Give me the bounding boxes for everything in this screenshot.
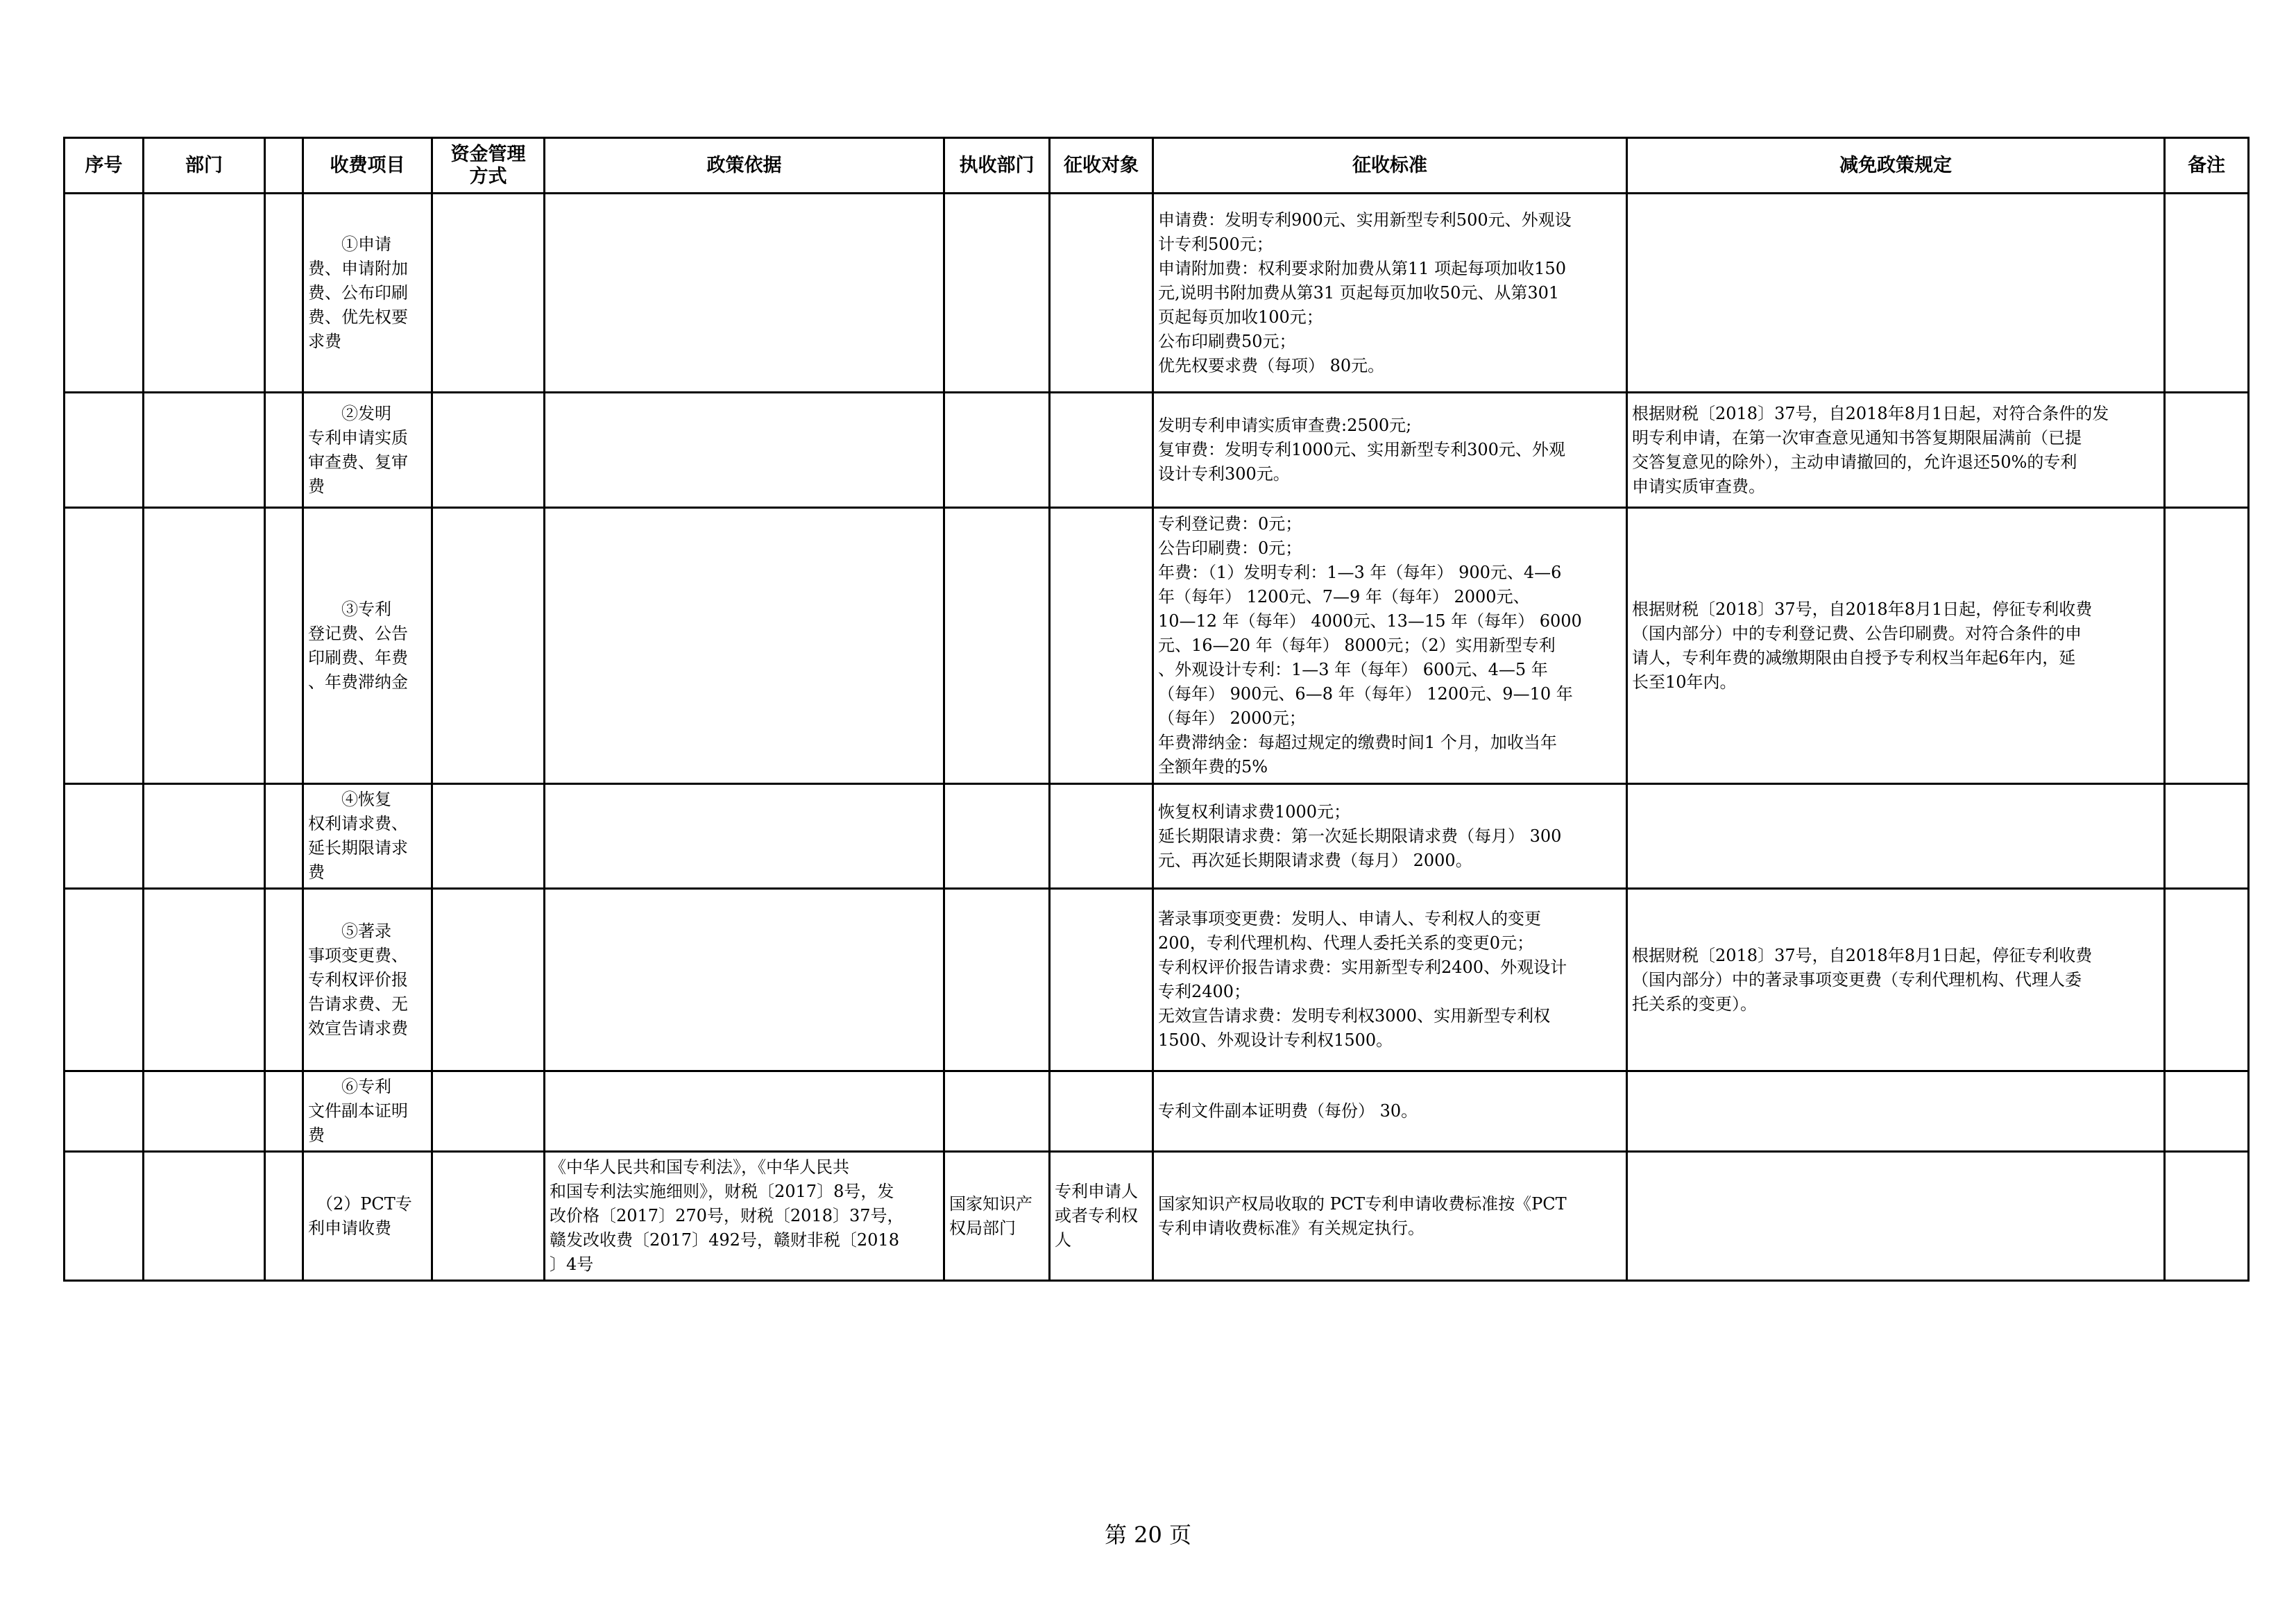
cell-standard: 专利登记费：0元； 公告印刷费：0元； 年费：（1）发明专利：1—3 年（每年） 900元、4—6 年（每年） 1200元、7—9 年（每年） 2000元、 10—12 年（每年） 4000元、13—15 年（每年） 6000 元、16—20 年（每年） 8000元；（2）实用新型专利 、外观设计专利：1—3 年（每年） 600元、4—5 年 （每年） 900元、6—8 年（每年） 1200元、9—10 年 （每年） 2000元； 年费滞纳金：每超过规定的缴费时间1 个月，加收当年 全额年费的5%	[1153, 508, 1627, 784]
table-row	[65, 889, 2249, 1071]
cell-remark	[2165, 393, 2249, 508]
header-fund: 资金管理 方式	[432, 138, 545, 194]
cell-basis	[545, 508, 944, 784]
cell-fund	[432, 1152, 545, 1281]
cell-item: ①申请 费、申请附加 费、公布印刷 费、优先权要 求费	[303, 194, 432, 393]
header-collector: 执收部门	[944, 138, 1050, 194]
cell-basis	[545, 194, 944, 393]
header-target: 征收对象	[1050, 138, 1153, 194]
cell-blank	[265, 393, 303, 508]
header-item: 收费项目	[303, 138, 432, 194]
cell-item: ④恢复 权利请求费、 延长期限请求 费	[303, 784, 432, 889]
cell-remark	[2165, 784, 2249, 889]
cell-dept	[144, 784, 265, 889]
fee-table	[63, 137, 2250, 1282]
cell-relief	[1627, 194, 2165, 393]
cell-collector	[944, 393, 1050, 508]
cell-fund	[432, 784, 545, 889]
cell-blank	[265, 194, 303, 393]
cell-seq	[65, 784, 144, 889]
cell-item: ②发明 专利申请实质 审查费、复审 费	[303, 393, 432, 508]
cell-collector	[944, 194, 1050, 393]
cell-relief: 根据财税〔2018〕37号，自2018年8月1日起，对符合条件的发 明专利申请，在第一次审查意见通知书答复期限届满前（已提 交答复意见的除外），主动申请撤回的，允许退还50%的专利 申请实质审查费。	[1627, 393, 2165, 508]
cell-remark	[2165, 1071, 2249, 1152]
cell-collector	[944, 889, 1050, 1071]
cell-basis	[545, 889, 944, 1071]
header-dept: 部门	[144, 138, 265, 194]
cell-collector: 国家知识产 权局部门	[944, 1152, 1050, 1281]
cell-collector	[944, 784, 1050, 889]
header-standard: 征收标准	[1153, 138, 1627, 194]
cell-relief	[1627, 1152, 2165, 1281]
cell-relief: 根据财税〔2018〕37号，自2018年8月1日起，停征专利收费 （国内部分）中的著录事项变更费（专利代理机构、代理人委 托关系的变更）。	[1627, 889, 2165, 1071]
cell-dept	[144, 508, 265, 784]
cell-standard: 专利文件副本证明费（每份） 30。	[1153, 1071, 1627, 1152]
cell-dept	[144, 889, 265, 1071]
cell-basis	[545, 393, 944, 508]
cell-fund	[432, 1071, 545, 1152]
cell-basis	[545, 784, 944, 889]
cell-standard: 国家知识产权局收取的 PCT专利申请收费标准按《PCT 专利申请收费标准》有关规定执行。	[1153, 1152, 1627, 1281]
cell-standard: 恢复权利请求费1000元； 延长期限请求费：第一次延长期限请求费（每月） 300 元、再次延长期限请求费（每月） 2000。	[1153, 784, 1627, 889]
cell-target	[1050, 194, 1153, 393]
cell-relief	[1627, 784, 2165, 889]
cell-dept	[144, 1152, 265, 1281]
cell-item: ③专利 登记费、公告 印刷费、年费 、年费滞纳金	[303, 508, 432, 784]
cell-item: ⑥专利 文件副本证明 费	[303, 1071, 432, 1152]
cell-target	[1050, 1071, 1153, 1152]
cell-fund	[432, 393, 545, 508]
cell-remark	[2165, 194, 2249, 393]
cell-item: （2）PCT专 利申请收费	[303, 1152, 432, 1281]
cell-dept	[144, 194, 265, 393]
header-blank	[265, 138, 303, 194]
cell-remark	[2165, 508, 2249, 784]
table-row	[65, 784, 2249, 889]
table-row	[65, 508, 2249, 784]
cell-blank	[265, 1152, 303, 1281]
cell-fund	[432, 508, 545, 784]
cell-seq	[65, 1152, 144, 1281]
cell-seq	[65, 393, 144, 508]
cell-dept	[144, 393, 265, 508]
table-row	[65, 1071, 2249, 1152]
cell-fund	[432, 194, 545, 393]
cell-target	[1050, 508, 1153, 784]
cell-blank	[265, 1071, 303, 1152]
cell-target	[1050, 393, 1153, 508]
table-row	[65, 393, 2249, 508]
cell-standard: 著录事项变更费：发明人、申请人、专利权人的变更 200，专利代理机构、代理人委托关系的变更0元； 专利权评价报告请求费：实用新型专利2400、外观设计 专利2400； 无效宣告请求费：发明专利权3000、实用新型专利权 1500、外观设计专利权1500。	[1153, 889, 1627, 1071]
cell-relief	[1627, 1071, 2165, 1152]
cell-standard: 申请费：发明专利900元、实用新型专利500元、外观设 计专利500元； 申请附加费：权利要求附加费从第11 项起每项加收150 元,说明书附加费从第31 页起每页加收50元、从第301 页起每页加收100元； 公布印刷费50元； 优先权要求费（每项） 80元。	[1153, 194, 1627, 393]
cell-remark	[2165, 889, 2249, 1071]
cell-seq	[65, 1071, 144, 1152]
table-row	[65, 194, 2249, 393]
header-seq: 序号	[65, 138, 144, 194]
cell-target	[1050, 784, 1153, 889]
cell-item: ⑤著录 事项变更费、 专利权评价报 告请求费、无 效宣告请求费	[303, 889, 432, 1071]
cell-blank	[265, 889, 303, 1071]
cell-collector	[944, 508, 1050, 784]
page-number: 第 20 页	[1104, 1522, 1192, 1548]
table-row	[65, 1152, 2249, 1281]
cell-target: 专利申请人 或者专利权 人	[1050, 1152, 1153, 1281]
cell-basis: 《中华人民共和国专利法》，《中华人民共 和国专利法实施细则》，财税〔2017〕8号，发 改价格〔2017〕270号，财税〔2018〕37号， 赣发改收费〔2017〕492号，赣财非税〔2018 〕4号	[545, 1152, 944, 1281]
cell-blank	[265, 508, 303, 784]
header-remark: 备注	[2165, 138, 2249, 194]
cell-seq	[65, 194, 144, 393]
cell-basis	[545, 1071, 944, 1152]
header-relief: 减免政策规定	[1627, 138, 2165, 194]
cell-standard: 发明专利申请实质审查费:2500元; 复审费：发明专利1000元、实用新型专利300元、外观 设计专利300元。	[1153, 393, 1627, 508]
cell-relief: 根据财税〔2018〕37号，自2018年8月1日起，停征专利收费 （国内部分）中的专利登记费、公告印刷费。对符合条件的申 请人，专利年费的减缴期限由自授予专利权当年起6年内，延 长至10年内。	[1627, 508, 2165, 784]
cell-seq	[65, 508, 144, 784]
cell-remark	[2165, 1152, 2249, 1281]
cell-collector	[944, 1071, 1050, 1152]
cell-blank	[265, 784, 303, 889]
cell-fund	[432, 889, 545, 1071]
header-row	[65, 138, 2249, 194]
cell-seq	[65, 889, 144, 1071]
cell-dept	[144, 1071, 265, 1152]
cell-target	[1050, 889, 1153, 1071]
header-basis: 政策依据	[545, 138, 944, 194]
